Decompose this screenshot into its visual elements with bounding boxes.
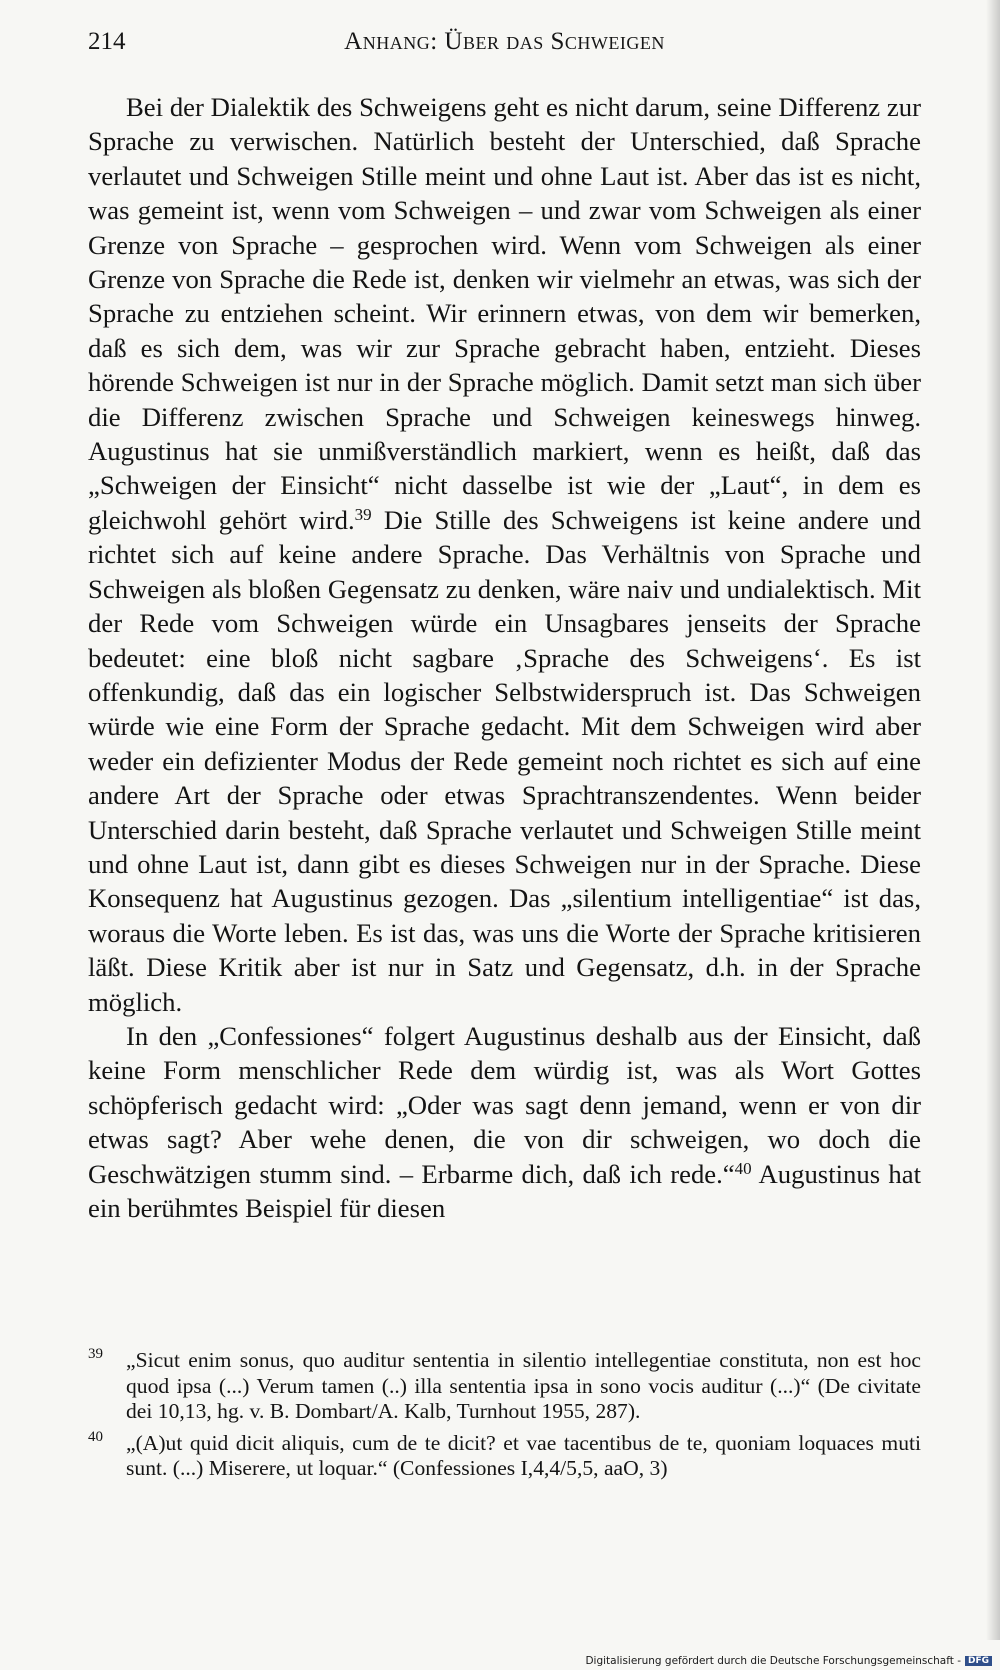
dfg-logo: DFG <box>965 1656 992 1666</box>
paragraph-text: Die Stille des Schweigens ist keine andere und richtet sich auf keine andere Sprache. Das Verhältnis von Sprache und Schweigen als bloßen Gegensatz zu denken, wäre naiv und undialektisch. Mit der Rede vom Schweigen würde ein Unsagbares jenseits der Sprache bedeutet: eine bloß nicht sagbare ‚Sprache des Schweigens‘. Es ist offenkundig, daß das ein logischer Selbstwiderspruch ist. Das Schweigen würde wie eine Form der Sprache gedacht. Mit dem Schweigen wird aber weder ein defizienter Modus der Rede gemeint noch richtet es sich auf eine andere Art der Sprache oder etwas Sprachtranszendentes. Wenn beider Unterschied darin besteht, daß Sprache verlautet und Schweigen Stille meint und ohne Laut ist, dann gibt es dieses Schweigen nur in der Sprache. Diese Konsequenz hat Augustinus gezogen. Das „silentium intelligentiae“ ist das, woraus die Worte leben. Es ist das, was uns die Worte der Sprache kritisieren läßt. Diese Kritik aber ist nur in Satz und Gegensatz, d.h. in der Sprache möglich. <box>88 504 921 1017</box>
footnote-reference: 40 <box>734 1158 752 1178</box>
running-title: Anhang: Über das Schweigen <box>344 28 665 55</box>
footnote-reference: 39 <box>354 504 372 524</box>
paragraph-text: In den „Confessiones“ folgert Augustinus deshalb aus der Einsicht, daß keine Form menschlicher Rede dem würdig ist, was als Wort Gottes schöpferisch gedacht wird: „Oder was sagt denn jemand, wenn er von dir etwas sagt? Aber wehe denen, die von dir schweigen, wo doch die Geschwätzigen stumm sind. – Erbarme dich, daß ich rede.“ <box>88 1020 921 1189</box>
footnote-text: „Sicut enim sonus, quo auditur sententia in silentio intellegentiae constituta, non est hoc quod ipsa (...) Verum tamen (..) illa sententia ipsa in sono vocis auditur (...)“ (De civitate dei 10,13, hg. v. B. Dombart/A. Kalb, Turnhout 1955, 287). <box>126 1348 921 1423</box>
credit-text: Digitalisierung gefördert durch die Deutsche Forschungsgemeinschaft - <box>585 1655 961 1667</box>
page-header <box>88 28 921 64</box>
paragraph <box>88 90 921 1019</box>
footnote <box>88 1428 921 1482</box>
paragraph <box>88 1019 921 1225</box>
page-edge-shadow <box>986 0 1000 1640</box>
main-text <box>88 90 921 1225</box>
footnotes <box>88 1348 921 1488</box>
paragraph-text: Augustinus hat ein berühmtes Beispiel für diesen <box>88 1158 921 1223</box>
page-number: 214 <box>88 28 126 55</box>
footnote-text: „(A)ut quid dicit aliquis, cum de te dicit? et vae tacentibus de te, quoniam loquaces muti sunt. (...) Miserere, ut loquar.“ (Confessiones I,4,4/5,5, aaO, 3) <box>126 1430 921 1480</box>
paragraph-text: Bei der Dialektik des Schweigens geht es nicht darum, seine Differenz zur Sprache zu verwischen. Natürlich besteht der Unterschied, daß Sprache verlautet und Schweigen Stille meint und ohne Laut ist. Aber das ist es nicht, was gemeint ist, wenn vom Schweigen – und zwar vom Schweigen als einer Grenze von Sprache – gesprochen wird. Wenn vom Schweigen als einer Grenze von Sprache die Rede ist, denken wir vielmehr an etwas, was sich der Sprache zu entziehen scheint. Wir erinnern etwas, von dem wir bemerken, daß es sich dem, was wir zur Sprache gebracht haben, entzieht. Dieses hörende Schweigen ist nur in der Sprache möglich. Damit setzt man sich über die Differenz zwischen Sprache und Schweigen keineswegs hinweg. Augustinus hat sie unmißverständlich markiert, wenn es heißt, daß das „Schweigen der Einsicht“ nicht dasselbe ist wie der „Laut“, in dem es gleichwohl gehört wird. <box>88 92 921 535</box>
footnote-number: 39 <box>88 1346 103 1362</box>
footnote <box>88 1348 921 1425</box>
digitization-credit <box>585 1655 992 1667</box>
footnote-number: 40 <box>88 1428 103 1445</box>
